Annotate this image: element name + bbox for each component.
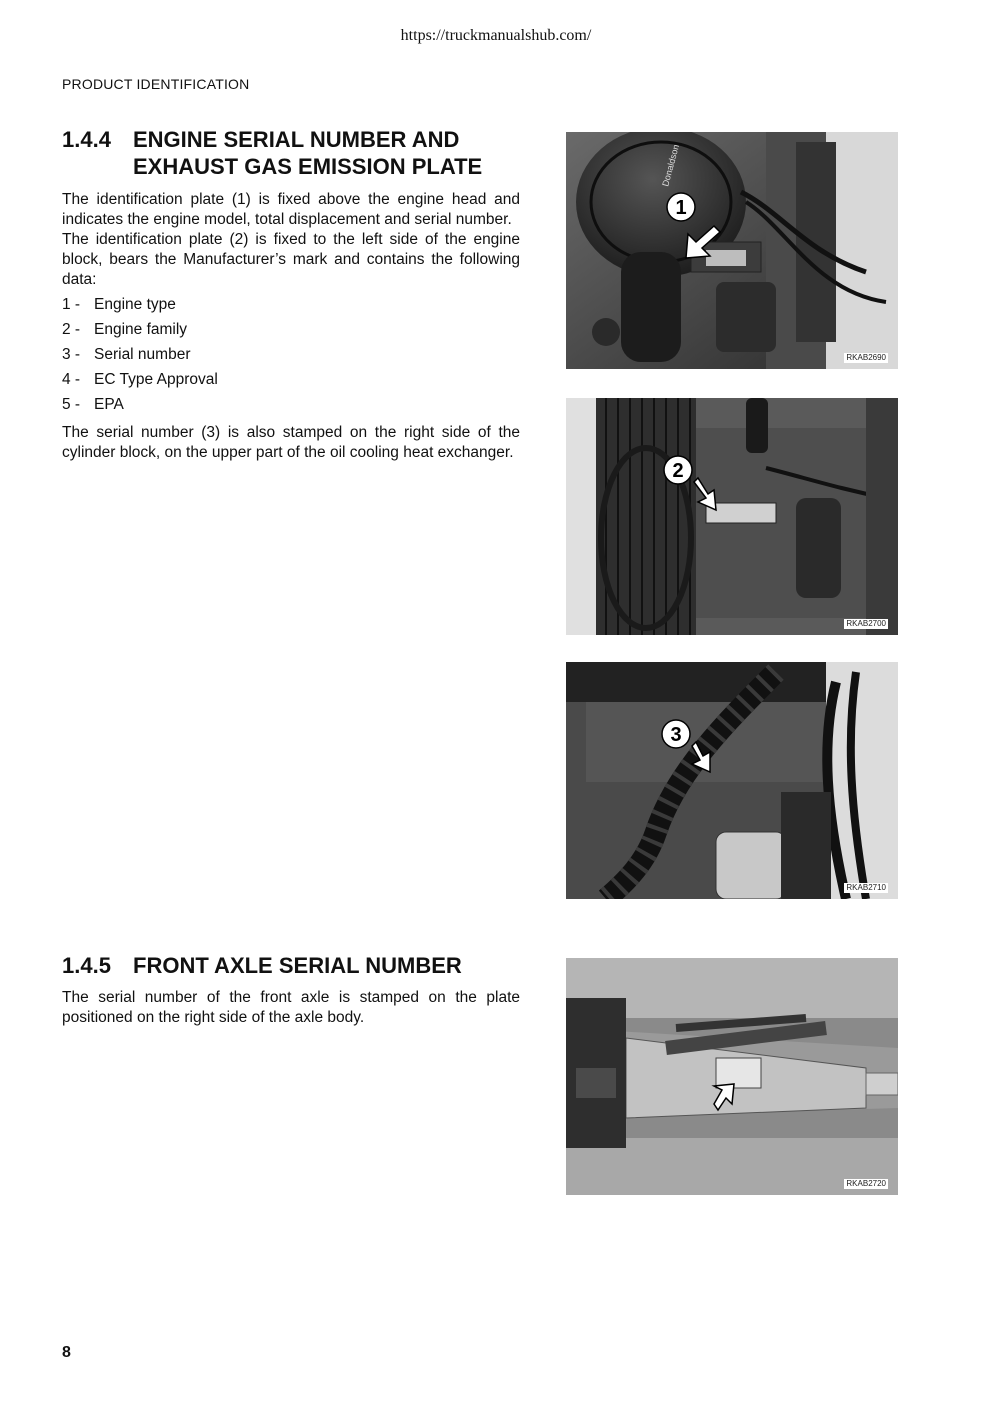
figure-code: RKAB2710	[846, 883, 886, 892]
front-axle-illustration	[566, 958, 898, 1195]
list-index: 4 -	[62, 371, 81, 388]
figure-code: RKAB2720	[846, 1179, 886, 1188]
section-heading-front-axle	[62, 952, 532, 979]
engine-block-illustration	[566, 398, 898, 635]
section-body-engine-serial	[62, 190, 520, 463]
section-title: FRONT AXLE SERIAL NUMBER	[133, 953, 462, 978]
section-heading-engine-serial	[62, 126, 532, 180]
figure-code: RKAB2700	[846, 619, 886, 628]
list-item	[62, 320, 520, 345]
cylinder-block-illustration	[566, 662, 898, 899]
list-item	[62, 370, 520, 395]
page-number: 8	[62, 1344, 71, 1361]
plate-data-list	[62, 295, 520, 420]
paragraph: The identification plate (1) is fixed above the engine head and indicates the engine model, total displacement and serial number.	[62, 191, 520, 228]
engine-plate-photo	[566, 132, 898, 369]
callout-number: 3	[670, 724, 682, 746]
engine-block-photo	[566, 398, 898, 635]
section-title: ENGINE SERIAL NUMBER AND EXHAUST GAS EMISSION PLATE	[133, 127, 483, 179]
front-axle-photo	[566, 958, 898, 1195]
engine-plate-illustration	[566, 132, 898, 369]
callout-number: 1	[675, 197, 687, 219]
running-head: PRODUCT IDENTIFICATION	[62, 76, 250, 92]
list-text: Serial number	[94, 346, 191, 363]
list-text: Engine type	[94, 296, 176, 313]
section-body-front-axle	[62, 988, 520, 1028]
cylinder-block-photo	[566, 662, 898, 899]
logo-text: Donaldson	[660, 143, 682, 188]
paragraph: The identification plate (2) is fixed to the left side of the engine block, bears the Manufacturer’s mark and contains the following data:	[62, 231, 520, 288]
list-index: 1 -	[62, 296, 81, 313]
list-index: 2 -	[62, 321, 81, 338]
paragraph: The serial number (3) is also stamped on the right side of the cylinder block, on the upper part of the oil cooling heat exchanger.	[62, 424, 520, 461]
list-item	[62, 395, 520, 420]
list-index: 3 -	[62, 346, 81, 363]
section-number: 1.4.4	[62, 127, 111, 152]
list-item	[62, 345, 520, 370]
paragraph: The serial number of the front axle is stamped on the plate positioned on the right side of the axle body.	[62, 989, 520, 1026]
section-number: 1.4.5	[62, 953, 111, 978]
list-index: 5 -	[62, 396, 81, 413]
callout-number: 2	[672, 460, 684, 482]
list-item	[62, 295, 520, 320]
list-text: EC Type Approval	[94, 371, 218, 388]
list-text: Engine family	[94, 321, 188, 338]
source-url: https://truckmanualshub.com/	[400, 27, 592, 44]
list-text: EPA	[94, 396, 124, 413]
figure-code: RKAB2690	[846, 353, 886, 362]
